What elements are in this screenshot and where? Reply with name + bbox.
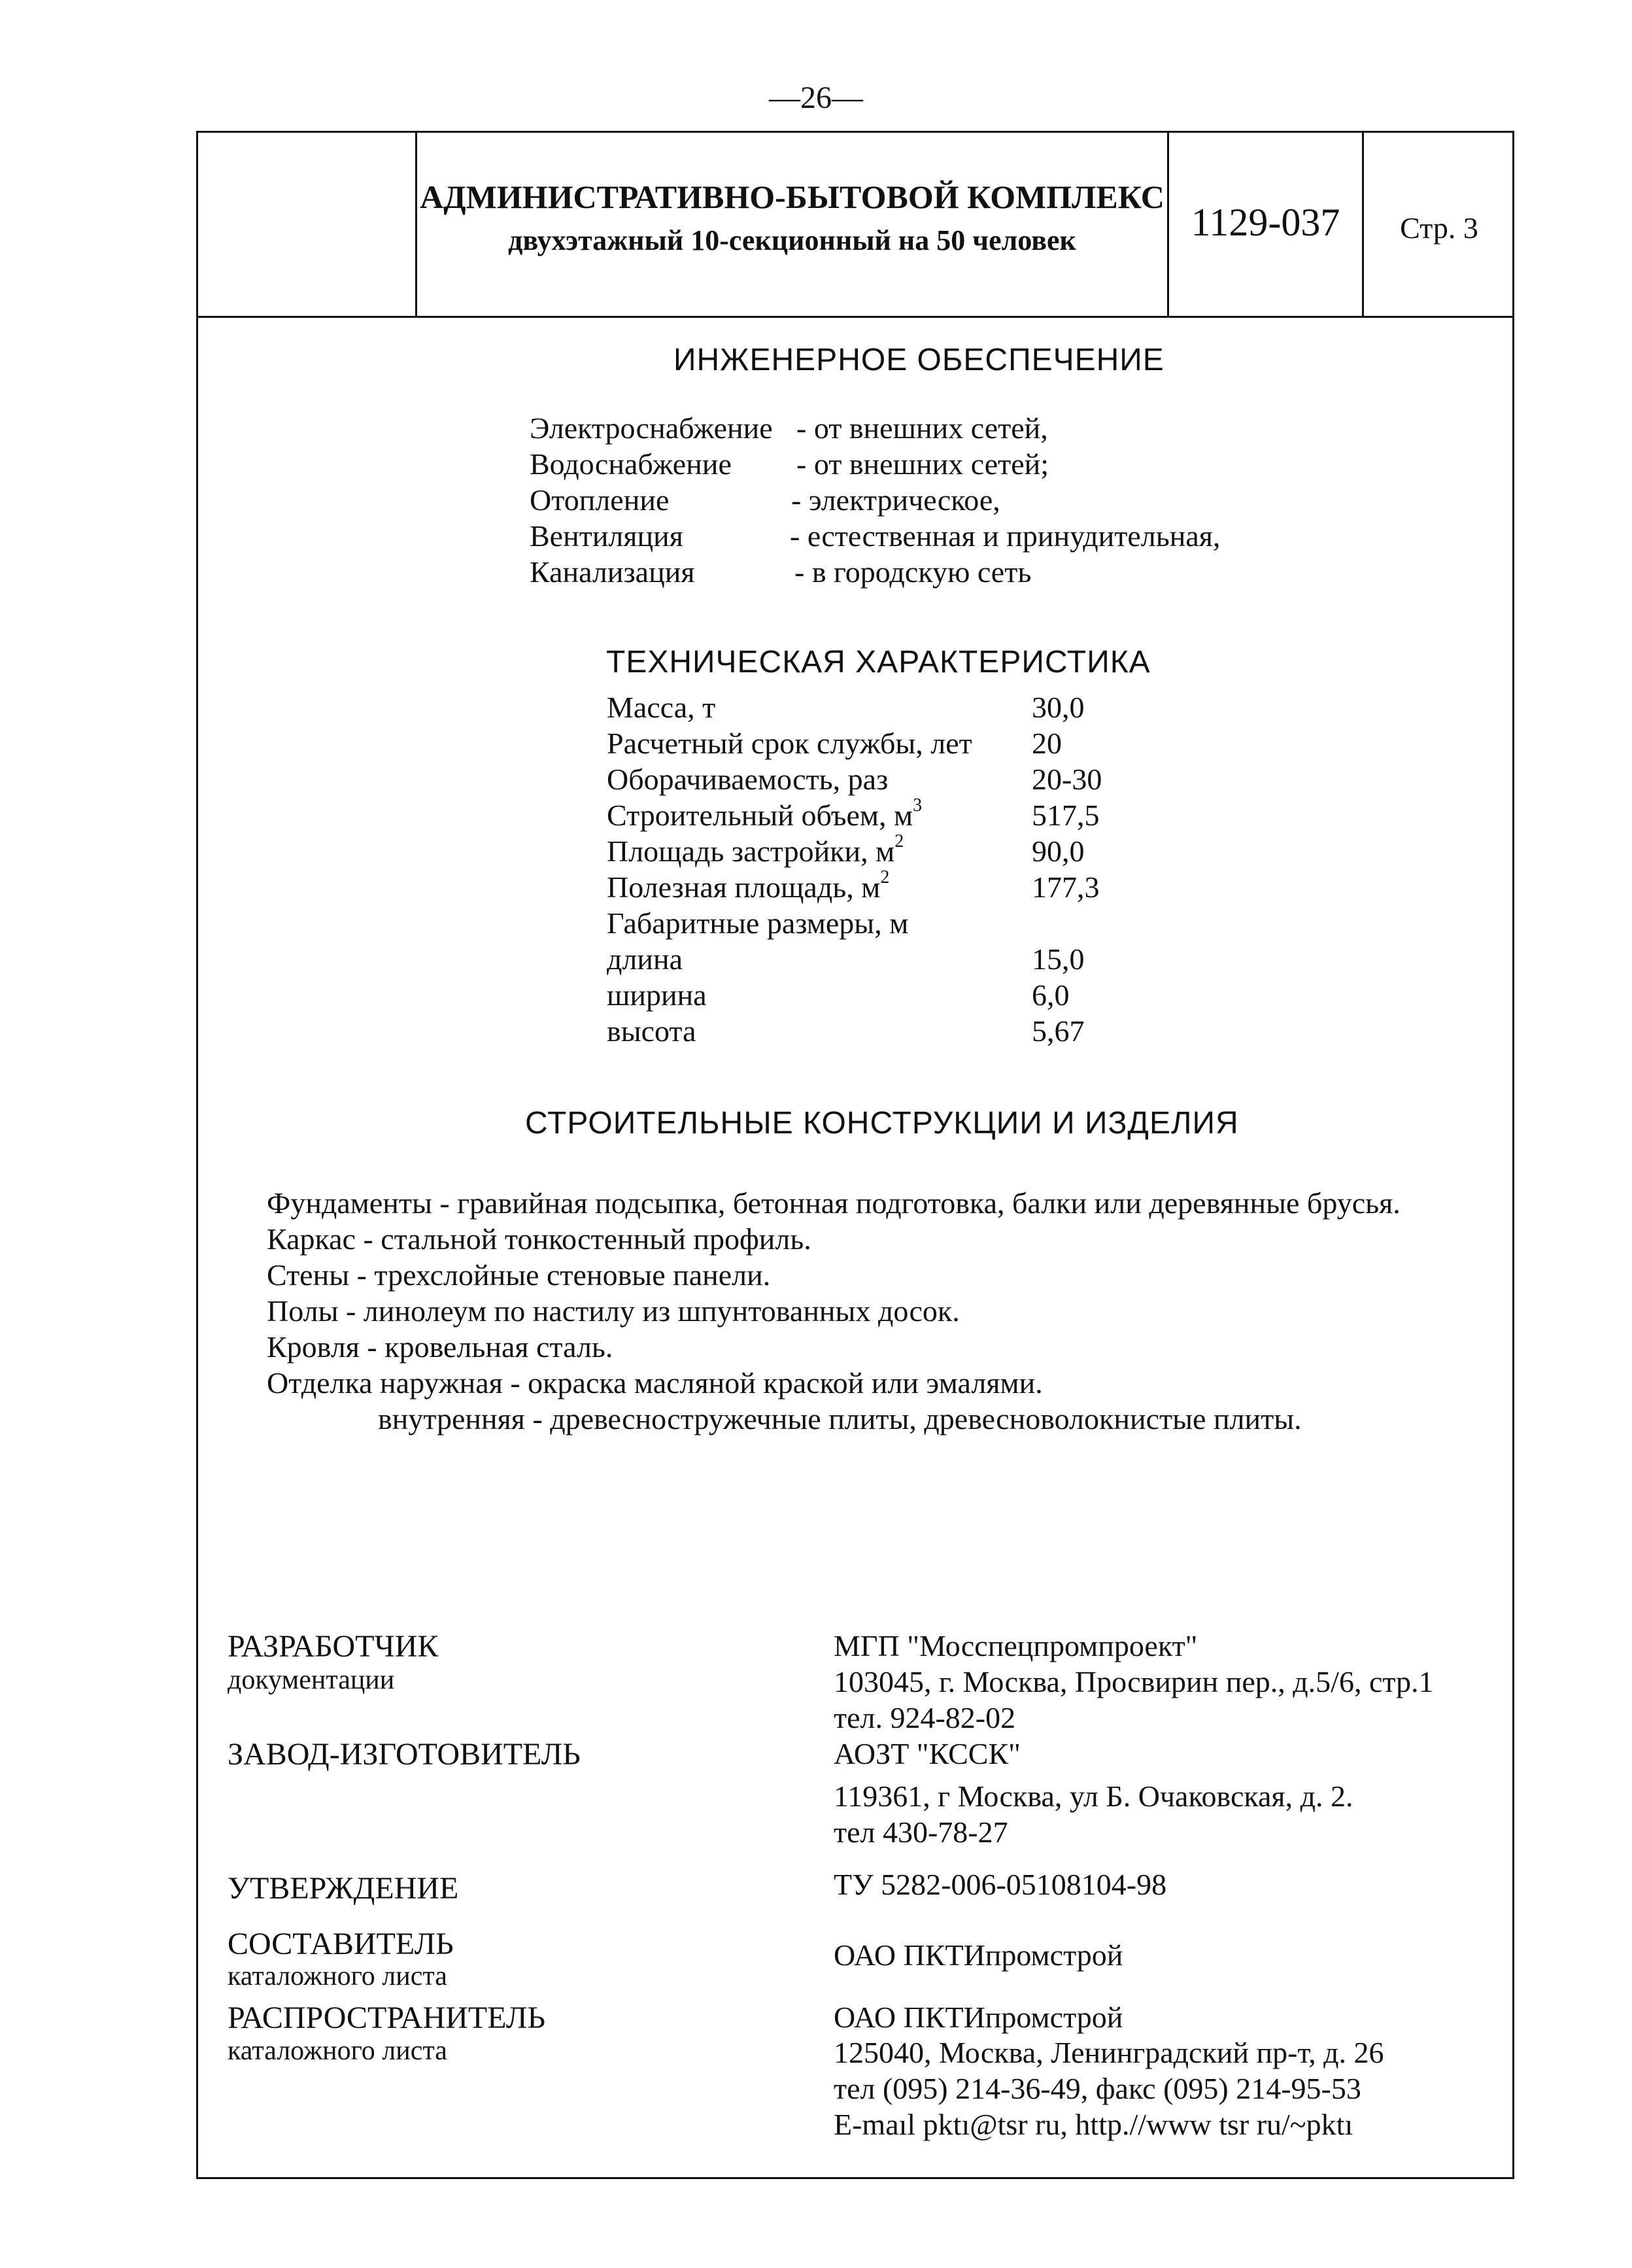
engineering-heading: ИНЖЕНЕРНОЕ ОБЕСПЕЧЕНИЕ (673, 343, 1164, 377)
developer-phone: тел. 924-82-02 (834, 1701, 1016, 1734)
distributor-address: 125040, Москва, Ленинградский пр-т, д. 26 (834, 2036, 1384, 2069)
header-divider (196, 316, 1514, 318)
tech-label: Масса, т (607, 691, 716, 724)
manufacturer-phone: тел 430-78-27 (834, 1815, 1008, 1849)
eng-item-name: Канализация (530, 555, 695, 589)
eng-item-name: Водоснабжение (530, 447, 732, 481)
developer-sub: документации (228, 1665, 395, 1695)
tech-value: 20-30 (1032, 763, 1102, 796)
tech-value: 177,3 (1032, 870, 1100, 904)
page-number: —26— (769, 80, 863, 115)
tech-label: Площадь застройки, м (607, 834, 895, 868)
compiler-value: ОАО ПКТИпромстрой (834, 1938, 1123, 1972)
tech-value: 5,67 (1032, 1014, 1085, 1048)
tech-label: Строительный объем, м (607, 799, 913, 832)
tech-value: 15,0 (1032, 942, 1085, 976)
approval-value: ТУ 5282-006-05108104-98 (834, 1868, 1167, 1901)
eng-item-value: - от внешних сетей, (796, 411, 1048, 445)
page-label: Стр. 3 (1400, 211, 1478, 245)
construction-line: Отделка наружная - окраска масляной краской или эмалями. (267, 1366, 1043, 1400)
tech-label-row (607, 867, 890, 904)
developer-name: МГП "Мосспецпромпроект" (834, 1629, 1198, 1662)
catalog-code: 1129-037 (1191, 201, 1340, 244)
tech-value: 6,0 (1032, 978, 1070, 1012)
tech-label: высота (607, 1014, 696, 1048)
document-subtitle: двухэтажный 10-секционный на 50 человек (508, 224, 1076, 256)
distributor-email[interactable]: E-maıl pktı@tsr ru, http.//www tsr ru/~pktı (834, 2108, 1353, 2141)
construction-line-indented: внутренняя - древесностружечные плиты, древесноволокнистые плиты. (378, 1402, 1302, 1435)
unit-exponent: 2 (880, 867, 890, 887)
manufacturer-name: АОЗТ "КССК" (834, 1737, 1021, 1770)
tech-value: 517,5 (1032, 799, 1100, 832)
tech-label: Полезная площадь, м (607, 870, 881, 904)
manufacturer-label: ЗАВОД-ИЗГОТОВИТЕЛЬ (228, 1737, 581, 1772)
tech-value: 30,0 (1032, 691, 1085, 724)
distributor-sub: каталожного листа (228, 2036, 447, 2066)
compiler-label: СОСТАВИТЕЛЬ (228, 1927, 454, 1961)
construction-line: Каркас - стальной тонкостенный профиль. (267, 1222, 811, 1256)
eng-item-name: Отопление (530, 483, 670, 517)
tech-label: Оборачиваемость, раз (607, 763, 889, 796)
eng-item-name: Вентиляция (530, 519, 683, 553)
tech-value: 90,0 (1032, 834, 1085, 868)
eng-item-value: - естественная и принудительная, (790, 519, 1221, 553)
construction-line: Кровля - кровельная сталь. (267, 1330, 613, 1364)
developer-address: 103045, г. Москва, Просвирин пер., д.5/6, стр.1 (834, 1665, 1434, 1698)
tech-label: ширина (607, 978, 707, 1012)
approval-label: УТВЕРЖДЕНИЕ (228, 1871, 459, 1906)
eng-item-value: - в городскую сеть (794, 555, 1032, 589)
tech-label: Габаритные размеры, м (607, 906, 909, 940)
distributor-label: РАСПРОСТРАНИТЕЛЬ (228, 2001, 546, 2035)
eng-item-name: Электроснабжение (530, 411, 773, 445)
tech-label: длина (607, 942, 683, 976)
construction-line: Фундаменты - гравийная подсыпка, бетонная подготовка, балки или деревянные брусья. (267, 1186, 1401, 1220)
tech-value: 20 (1032, 727, 1062, 760)
construction-line: Стены - трехслойные стеновые панели. (267, 1258, 771, 1292)
compiler-sub: каталожного листа (228, 1961, 447, 1991)
manufacturer-address: 119361, г Москва, ул Б. Очаковская, д. 2. (834, 1779, 1353, 1813)
distributor-name: ОАО ПКТИпромстрой (834, 2001, 1123, 2034)
tech-label-row (607, 831, 904, 868)
unit-exponent: 3 (913, 795, 923, 816)
unit-exponent: 2 (894, 831, 904, 851)
construction-line: Полы - линолеум по настилу из шпунтованных досок. (267, 1294, 960, 1328)
tech-label-row (607, 795, 923, 833)
developer-label: РАЗРАБОТЧИК (228, 1629, 439, 1664)
eng-item-value: - электрическое, (791, 483, 1000, 517)
tech-label: Расчетный срок службы, лет (607, 727, 972, 760)
document-title: АДМИНИСТРАТИВНО-БЫТОВОЙ КОМПЛЕКС (420, 179, 1164, 215)
eng-item-value: - от внешних сетей; (796, 447, 1049, 481)
tech-heading: ТЕХНИЧЕСКАЯ ХАРАКТЕРИСТИКА (606, 645, 1151, 679)
distributor-phone: тел (095) 214-36-49, факс (095) 214-95-53 (834, 2072, 1361, 2105)
constructions-heading: СТРОИТЕЛЬНЫЕ КОНСТРУКЦИИ И ИЗДЕЛИЯ (525, 1106, 1239, 1141)
